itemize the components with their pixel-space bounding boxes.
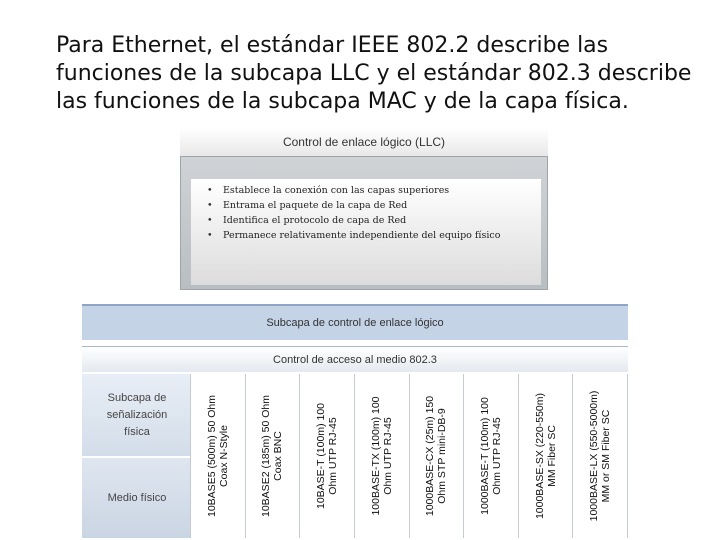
llc-functions-list [191, 179, 541, 243]
standard-column [572, 374, 628, 538]
physical-medium-text: Medio físico [107, 491, 167, 504]
standard-label: 10BASE2 (185m) 50 Ohm Coax BNC [260, 395, 285, 517]
standard-label: 1000BASE-SX (220-550m) MM Fiber SC [533, 392, 558, 520]
title-line-2: funciones de la subcapa LLC y el estándar 802.3 describe [56, 61, 692, 86]
mac-header-bar: Control de acceso al medio 802.3 [82, 346, 628, 372]
llc-function-item: • Permanece relativamente independiente del equipo físico [191, 228, 541, 243]
llc-function-item: • Entrama el paquete de la capa de Red [191, 198, 541, 213]
physical-medium-label [82, 458, 192, 538]
standard-label: 1000BASE-CX (25m) 150 Ohm STP mini-DB-9 [424, 395, 449, 517]
llc-functions-box [191, 179, 541, 285]
llc-function-item: • Establece la conexión con las capas superiores [191, 183, 541, 198]
title-line-3: las funciones de la subcapa MAC y de la capa física. [56, 89, 629, 114]
standard-column [409, 374, 464, 538]
standard-column [518, 374, 573, 538]
standard-column [245, 374, 300, 538]
standard-label: 1000BASE-T (100m) 100 Ohm UTP RJ-45 [478, 397, 503, 515]
ethernet-standards-columns [190, 374, 628, 538]
standard-label: 100BASE-TX (100m) 100 Ohm UTP RJ-45 [369, 396, 394, 516]
physical-signaling-label [82, 374, 192, 456]
slide-title [56, 32, 716, 116]
standard-column [190, 374, 245, 538]
standard-label: 10BASE5 (500m) 50 Ohm Coax N-Style [205, 395, 230, 517]
standard-label: 10BASE-T (100m) 100 Ohm UTP RJ-45 [315, 402, 340, 510]
llc-header: Control de enlace lógico (LLC) [180, 128, 548, 156]
llc-function-item: • Identifica el protocolo de capa de Red [191, 213, 541, 228]
llc-panel [180, 156, 548, 290]
standard-column [463, 374, 518, 538]
title-line-1: Para Ethernet, el estándar IEEE 802.2 describe las [56, 33, 609, 58]
standard-label: 1000BASE-LX (550-5000m) MM or SM Fiber SC [588, 390, 613, 522]
physical-signaling-text: Subcapa de señalización física [106, 391, 168, 438]
standard-column [299, 374, 354, 538]
standard-column [354, 374, 409, 538]
llc-sublayer-bar: Subcapa de control de enlace lógico [82, 304, 628, 340]
